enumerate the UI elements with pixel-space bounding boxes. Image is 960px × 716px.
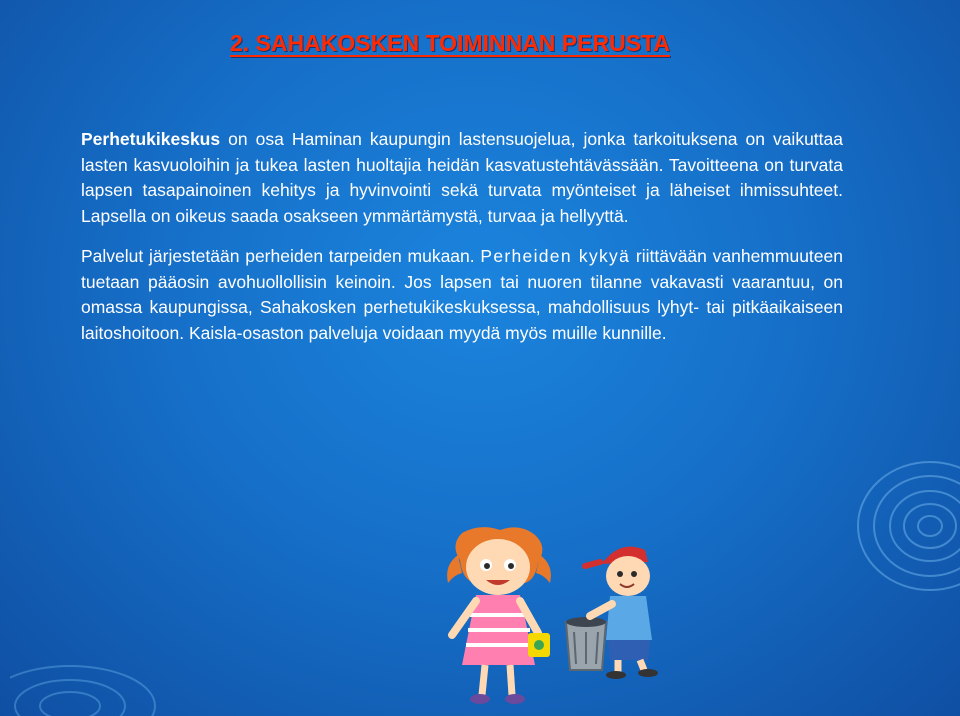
boy-illustration (560, 540, 680, 680)
water-ripple-left-icon (10, 646, 200, 716)
paragraph-services-after: riittävään vanhemmuuteen tuetaan pääosin avohuollollisin keinoin. Jos lapsen tai nuoren tilanne vakavasti vaarantuu, on omassa kaupungissa, Sahakosken perhetukikeskuksessa, mahdollisuus lyhyt- tai pitkäaikaiseen laitoshoitoon. Kaisla-osaston palveluja voidaan myydä myös muille kunnille. (81, 246, 843, 343)
girl-illustration (440, 525, 560, 710)
lead-term: Perhetukikeskus (81, 129, 221, 149)
paragraph-services (81, 244, 843, 346)
paragraph-services-before: Palvelut järjestetään perheiden tarpeiden mukaan. (81, 246, 481, 266)
paragraph-services-emphasis: Perheiden kykyä (480, 246, 631, 266)
water-ripple-icon (850, 456, 960, 596)
paragraph-intro (81, 127, 843, 229)
slide-title: 2. SAHAKOSKEN TOIMINNAN PERUSTA (229, 30, 671, 56)
paragraph-intro-text: on osa Haminan kaupungin lastensuojelua, jonka tarkoituksena on vaikuttaa lasten kasvuoloihin ja tukea lasten huoltajia heidän kasvatustehtävässään. Tavoitteena on turvata lapsen tasapainoinen kehitys ja hyvinvointi sekä turvata myönteiset ja läheiset ihmissuhteet. Lapsella on oikeus saada osakseen ymmärtämystä, turvaa ja hellyyttä. (81, 129, 843, 226)
slide-body (81, 127, 843, 361)
